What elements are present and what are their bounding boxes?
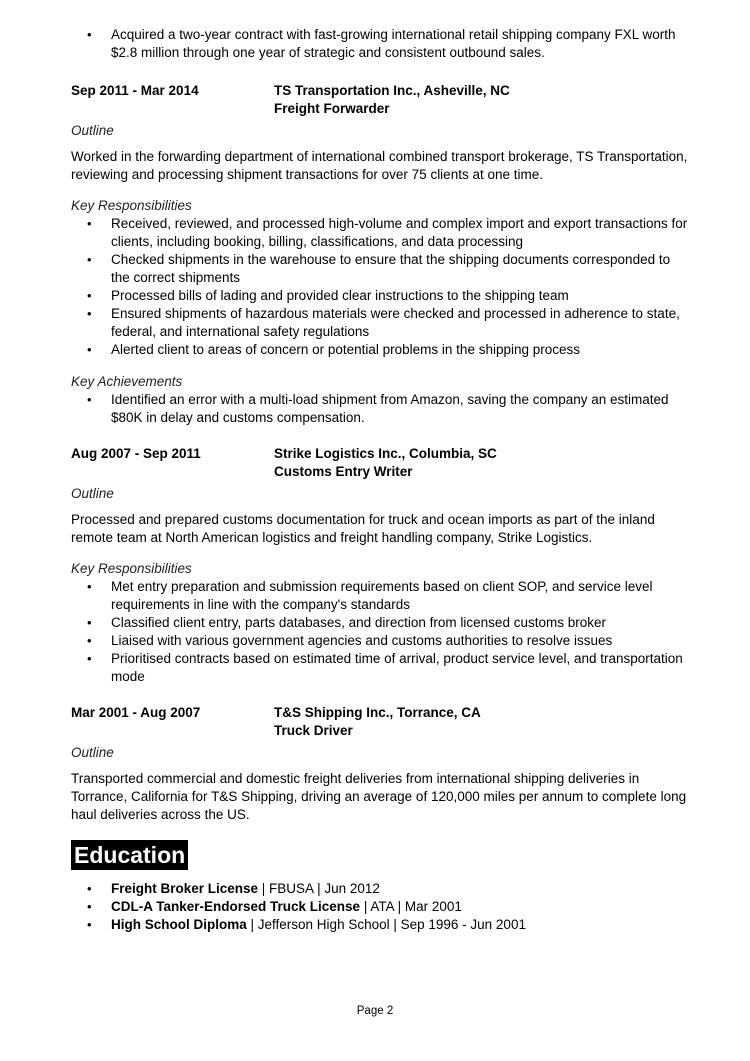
job-title: Customs Entry Writer [274, 464, 413, 479]
previous-job-achievements [71, 26, 691, 62]
job-dates: Mar 2001 - Aug 2007 [71, 705, 201, 720]
page-number: Page 2 [356, 1005, 394, 1017]
outline-label: Outline [71, 123, 114, 138]
job-ts-shipping [71, 704, 691, 824]
job-outline: Worked in the forwarding department of international combined transport brokerage, TS Transportation, reviewing and processing shipment transactions for over 75 clients at one time. [71, 149, 688, 182]
education-detail: | FBUSA | Jun 2012 [258, 881, 380, 896]
job-dates: Aug 2007 - Sep 2011 [71, 446, 201, 461]
list-item [71, 880, 691, 898]
education-name: Freight Broker License [111, 881, 259, 896]
job-title: Truck Driver [274, 723, 353, 738]
education-name: High School Diploma [111, 917, 247, 932]
achievements-label: Key Achievements [71, 374, 183, 389]
list-item [71, 916, 691, 934]
list-item: • Acquired a two-year contract with fast-growing international retail shipping company FXL worth $2.8 million through one year of strategic and consistent outbound sales. [71, 26, 691, 62]
job-dates: Sep 2011 - Mar 2014 [71, 83, 199, 98]
job-company: T&S Shipping Inc., Torrance, CA [274, 705, 481, 720]
list-item: • Alerted client to areas of concern or potential problems in the shipping process [71, 341, 691, 359]
outline-label: Outline [71, 745, 114, 760]
education-name: CDL-A Tanker-Endorsed Truck License [111, 899, 361, 914]
achievements-list [71, 391, 691, 427]
list-item: • Processed bills of lading and provided clear instructions to the shipping team [71, 287, 691, 305]
list-item: • Liaised with various government agencies and customs authorities to resolve issues [71, 632, 691, 650]
education-list [71, 880, 691, 934]
list-item: • Ensured shipments of hazardous materials were checked and processed in adherence to state, federal, and international safety regulations [71, 305, 691, 341]
responsibilities-list [71, 215, 691, 359]
job-company: TS Transportation Inc., Asheville, NC [274, 83, 510, 98]
education-section [71, 840, 691, 934]
list-item: • Classified client entry, parts databases, and direction from licensed customs broker [71, 614, 691, 632]
list-item: • Checked shipments in the warehouse to ensure that the shipping documents corresponded to the correct shipments [71, 251, 691, 287]
resume-page [71, 0, 691, 934]
education-heading: Education [71, 840, 188, 870]
list-item [71, 898, 691, 916]
list-item: • Met entry preparation and submission requirements based on client SOP, and service level requirements in line with the company's standards [71, 578, 691, 614]
job-outline: Transported commercial and domestic freight deliveries from international shipping deliveries in Torrance, California for T&S Shipping, driving an average of 120,000 miles per annum to complete long haul deliveries across the US. [71, 771, 687, 822]
job-company: Strike Logistics Inc., Columbia, SC [274, 446, 497, 461]
responsibilities-label: Key Responsibilities [71, 561, 192, 576]
education-detail: | ATA | Mar 2001 [360, 899, 462, 914]
job-ts-transportation [71, 82, 691, 427]
job-outline: Processed and prepared customs documentation for truck and ocean imports as part of the inland remote team at North American logistics and freight handling company, Strike Logistics. [71, 512, 655, 545]
responsibilities-list [71, 578, 691, 686]
education-detail: | Jefferson High School | Sep 1996 - Jun 2001 [246, 917, 526, 932]
list-item: • Prioritised contracts based on estimated time of arrival, product service level, and transportation mode [71, 650, 691, 686]
job-title: Freight Forwarder [274, 101, 390, 116]
outline-label: Outline [71, 486, 114, 501]
list-item: • Received, reviewed, and processed high-volume and complex import and export transactions for clients, including booking, billing, classifications, and data processing [71, 215, 691, 251]
list-item: • Identified an error with a multi-load shipment from Amazon, saving the company an estimated $80K in delay and customs compensation. [71, 391, 691, 427]
job-strike-logistics [71, 445, 691, 686]
responsibilities-label: Key Responsibilities [71, 198, 192, 213]
